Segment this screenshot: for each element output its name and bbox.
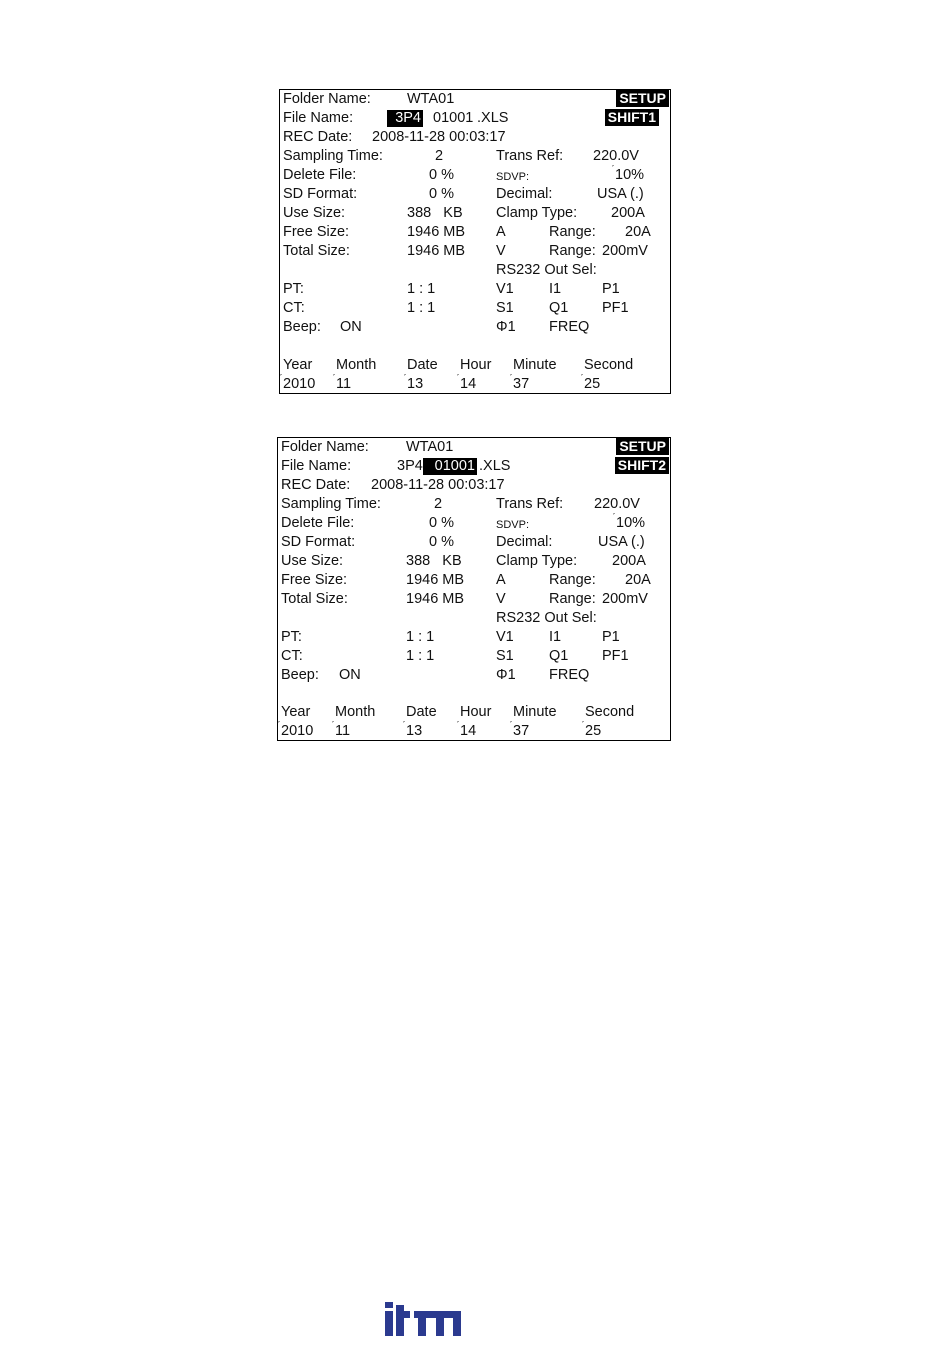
setup-badge: SETUP [616,90,669,107]
year-label: Year [281,704,311,720]
free-size-value: 1946 MB [406,572,465,588]
use-size-value: 388 KB [407,205,463,221]
minute-label: Minute [513,357,557,373]
file-name-label: File Name: [283,110,354,126]
rs232-pf1[interactable]: PF1 [602,648,629,664]
file-name-label: File Name: [281,458,352,474]
rs232-v1[interactable]: V1 [496,629,514,645]
use-size-label: Use Size: [283,205,346,221]
rs232-s1[interactable]: S1 [496,300,514,316]
voltage-v-label: V [496,591,506,607]
year-label: Year [283,357,313,373]
clamp-type-value[interactable]: 200A [611,205,645,221]
pt-value[interactable]: 1 : 1 [407,281,436,297]
hour-label: Hour [460,704,492,720]
sdvp-value[interactable]: ˊ 10% [615,167,644,184]
date-value[interactable]: ˊ 13 [407,376,423,393]
decimal-label: Decimal: [496,186,553,202]
date-value[interactable]: ˊ 13 [406,723,422,740]
minute-value[interactable]: ˊ 37 [513,376,529,393]
rs232-q1[interactable]: Q1 [549,300,569,316]
hour-value[interactable]: ˊ 14 [460,723,476,740]
month-label: Month [336,357,377,373]
folder-name-value: WTA01 [407,91,455,107]
rs232-p1[interactable]: P1 [602,629,620,645]
rs232-phi1[interactable]: Φ1 [496,319,516,335]
rs232-i1[interactable]: I1 [549,629,562,645]
trans-ref-label: Trans Ref: [496,148,564,164]
rs232-i1[interactable]: I1 [549,281,562,297]
sdvp-label: SDVP: [496,519,530,531]
ct-label: CT: [281,648,303,664]
delete-file-value[interactable]: 0 % [429,515,454,531]
clamp-type-label: Clamp Type: [496,553,578,569]
rec-date-value: 2008-11-28 00:03:17 [372,129,506,145]
sd-format-label: SD Format: [283,186,358,202]
ct-label: CT: [283,300,305,316]
minute-label: Minute [513,704,557,720]
current-range-label: Range: [549,572,596,588]
sampling-time-label: Sampling Time: [283,148,383,164]
decimal-value[interactable]: USA (.) [598,534,645,550]
beep-value[interactable]: ON [339,667,361,683]
year-value[interactable]: ˊ 2010 [283,376,315,393]
rec-date-label: REC Date: [281,477,351,493]
second-value[interactable]: ˊ 25 [585,723,601,740]
voltage-range-label: Range: [549,591,596,607]
rs232-freq[interactable]: FREQ [549,667,590,683]
pt-label: PT: [281,629,302,645]
shift-mode-badge: SHIFT1 [605,109,659,126]
ct-value[interactable]: 1 : 1 [406,648,435,664]
folder-name-label: Folder Name: [283,91,371,107]
sd-format-value[interactable]: 0 % [429,534,454,550]
free-size-label: Free Size: [283,224,350,240]
folder-name-label: Folder Name: [281,439,369,455]
rs232-out-sel-label: RS232 Out Sel: [496,262,597,278]
month-value[interactable]: ˊ 11 [336,376,351,393]
sd-format-label: SD Format: [281,534,356,550]
rs232-p1[interactable]: P1 [602,281,620,297]
current-range-label: Range: [549,224,596,240]
date-label: Date [406,704,437,720]
delete-file-value[interactable]: 0 % [429,167,454,183]
rs232-q1[interactable]: Q1 [549,648,569,664]
delete-file-label: Delete File: [283,167,357,183]
setup-badge: SETUP [616,438,669,455]
year-value[interactable]: ˊ 2010 [281,723,313,740]
current-a-label: A [496,224,506,240]
sampling-time-label: Sampling Time: [281,496,381,512]
beep-label: Beep: [283,319,321,335]
beep-value[interactable]: ON [340,319,362,335]
shift-mode-badge: SHIFT2 [615,457,669,474]
voltage-v-label: V [496,243,506,259]
file-number-field[interactable]: 01001 [433,110,474,126]
rec-date-value: 2008-11-28 00:03:17 [371,477,505,493]
sd-format-value[interactable]: 0 % [429,186,454,202]
total-size-label: Total Size: [283,243,350,259]
minute-value[interactable]: ˊ 37 [513,723,529,740]
hour-label: Hour [460,357,492,373]
second-label: Second [584,357,634,373]
ct-value[interactable]: 1 : 1 [407,300,436,316]
setup-screen-shift1 [279,89,671,394]
voltage-range-value[interactable]: 200mV [602,591,648,607]
current-range-value[interactable]: 20A [625,572,651,588]
second-value[interactable]: ˊ 25 [584,376,600,393]
beep-label: Beep: [281,667,319,683]
file-prefix-field[interactable]: 3P4 [387,110,423,127]
voltage-range-label: Range: [549,243,596,259]
rs232-out-sel-label: RS232 Out Sel: [496,610,597,626]
clamp-type-value[interactable]: 200A [612,553,646,569]
rs232-s1[interactable]: S1 [496,648,514,664]
month-label: Month [335,704,376,720]
free-size-label: Free Size: [281,572,348,588]
rec-date-label: REC Date: [283,129,353,145]
clamp-type-label: Clamp Type: [496,205,578,221]
total-size-value: 1946 MB [406,591,465,607]
use-size-value: 388 KB [406,553,462,569]
trans-ref-value[interactable]: 220.0V [593,148,639,164]
date-label: Date [407,357,438,373]
voltage-range-value[interactable]: 200mV [602,243,648,259]
delete-file-label: Delete File: [281,515,355,531]
rs232-pf1[interactable]: PF1 [602,300,629,316]
current-range-value[interactable]: 20A [625,224,651,240]
pt-label: PT: [283,281,304,297]
file-number-field[interactable]: 01001 [423,458,477,475]
sampling-time-value[interactable]: 2 [435,148,444,164]
trans-ref-value[interactable]: 220.0V [594,496,640,512]
folder-name-value: WTA01 [406,439,454,455]
pt-value[interactable]: 1 : 1 [406,629,435,645]
free-size-value: 1946 MB [407,224,466,240]
month-value[interactable]: ˊ 11 [335,723,350,740]
hour-value[interactable]: ˊ 14 [460,376,476,393]
rs232-phi1[interactable]: Φ1 [496,667,516,683]
use-size-label: Use Size: [281,553,344,569]
rs232-v1[interactable]: V1 [496,281,514,297]
itm-logo-icon [384,1302,462,1336]
total-size-label: Total Size: [281,591,348,607]
sampling-time-value[interactable]: 2 [434,496,443,512]
sdvp-label: SDVP: [496,171,530,183]
second-label: Second [585,704,635,720]
trans-ref-label: Trans Ref: [496,496,564,512]
decimal-value[interactable]: USA (.) [597,186,644,202]
setup-screen-shift2 [277,437,671,741]
sdvp-value[interactable]: ˊ 10% [616,515,645,532]
file-extension: .XLS [477,110,509,126]
total-size-value: 1946 MB [407,243,466,259]
rs232-freq[interactable]: FREQ [549,319,590,335]
current-a-label: A [496,572,506,588]
file-extension: .XLS [479,458,511,474]
file-prefix-field[interactable]: 3P4 [397,458,423,474]
decimal-label: Decimal: [496,534,553,550]
